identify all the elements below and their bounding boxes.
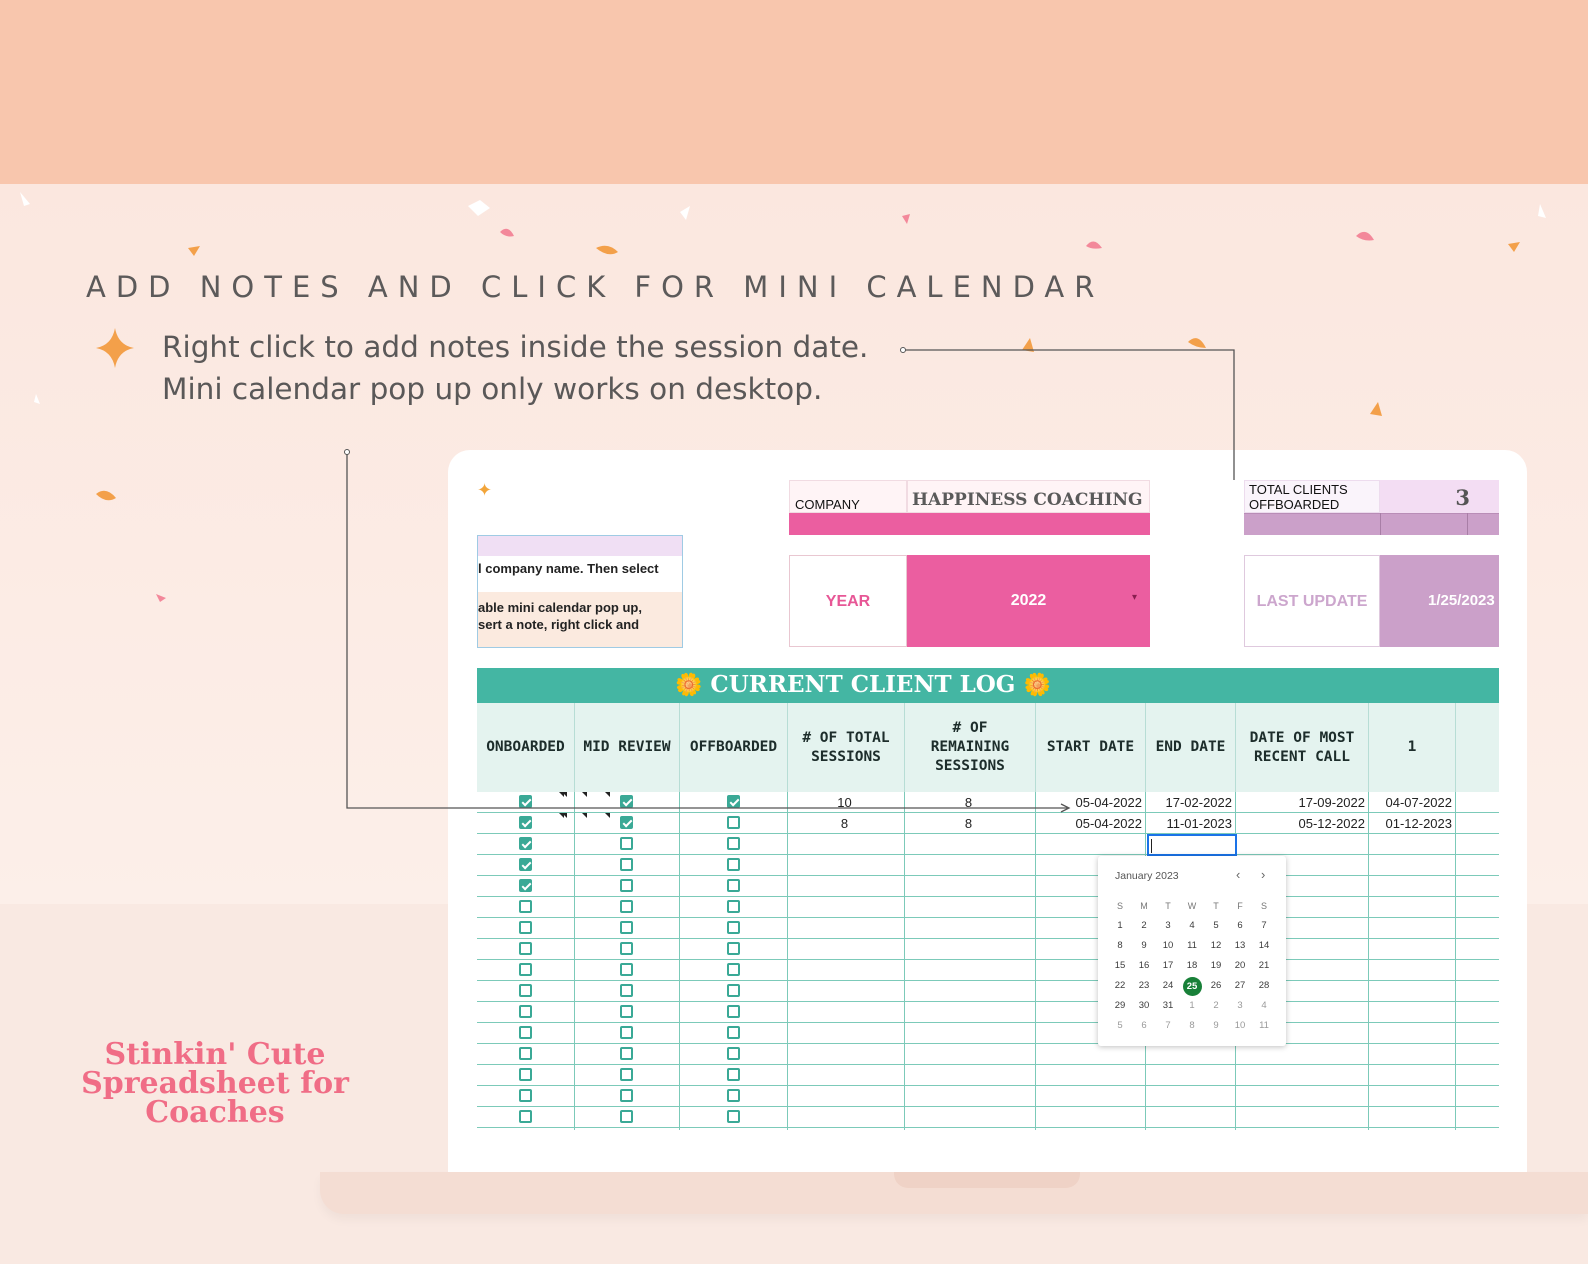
calendar-day-label: 10 — [1162, 940, 1174, 951]
calendar-day-label: 11 — [1187, 940, 1197, 951]
calendar-day-label: 23 — [1138, 980, 1150, 991]
calendar-day-label: 4 — [1261, 1000, 1267, 1011]
calendar-day-label: 11 — [1259, 1020, 1269, 1031]
flower-icon: 🌼 — [675, 672, 703, 698]
star-icon: ✦ — [477, 480, 493, 500]
calendar-day-label: 3 — [1237, 1000, 1243, 1011]
note-text-2-line: able mini calendar pop up, — [478, 600, 642, 615]
calendar-day-label: 28 — [1258, 980, 1270, 991]
calendar-day-label: 9 — [1141, 940, 1147, 951]
chevron-down-icon[interactable]: ▾ — [1132, 592, 1138, 603]
calendar-day-label: 7 — [1261, 920, 1267, 931]
calendar-day-label: 25 — [1183, 977, 1202, 996]
calendar-day-label: 10 — [1234, 1020, 1246, 1031]
calendar-day-label: 4 — [1189, 920, 1195, 931]
calendar-day-label: 6 — [1237, 920, 1243, 931]
brand-line-2: Spreadsheet for — [81, 1066, 349, 1101]
company-label: COMPANY — [789, 480, 907, 513]
flower-icon: 🌼 — [1023, 672, 1051, 698]
remaining-sessions-cell[interactable]: 8 — [964, 816, 973, 831]
calendar-day-label: 8 — [1189, 1020, 1195, 1031]
client-log-title-text: CURRENT CLIENT LOG — [710, 671, 1016, 698]
calendar-day-label: 29 — [1114, 1000, 1126, 1011]
header-mid-review: MID REVIEW — [575, 703, 680, 792]
chevron-left-icon[interactable]: ‹ — [1236, 867, 1241, 882]
note-text-1: l company name. Then select — [478, 561, 659, 576]
calendar-day-label: 26 — [1210, 980, 1222, 991]
header-session-1: 1 — [1369, 703, 1456, 792]
calendar-day-label: 2 — [1141, 920, 1147, 931]
total-clients-label-line-2: OFFBOARDED — [1249, 497, 1340, 512]
recent-call-cell[interactable]: 05-12-2022 — [1298, 816, 1365, 831]
calendar-day-label: 21 — [1258, 960, 1270, 971]
calendar-day-label: 15 — [1114, 960, 1126, 971]
session-1-cell[interactable]: 04-07-2022 — [1385, 795, 1452, 810]
calendar-weekday: T — [1165, 901, 1171, 911]
calendar-day-label: 14 — [1258, 940, 1270, 951]
last-update-value: 1/25/2023 — [1380, 555, 1499, 647]
end-date-cell[interactable]: 11-01-2023 — [1166, 816, 1232, 831]
calendar-day-label: 7 — [1165, 1020, 1171, 1031]
calendar-weekday: M — [1140, 901, 1148, 911]
calendar-day-label: 12 — [1210, 940, 1222, 951]
year-dropdown[interactable]: 2022 — [907, 555, 1150, 647]
calendar-day-label: 8 — [1117, 940, 1123, 951]
calendar-weekday: S — [1116, 901, 1123, 911]
total-clients-label-line-1: TOTAL CLIENTS — [1249, 482, 1348, 497]
header-total-sessions: # OF TOTAL SESSIONS — [788, 703, 905, 792]
brand-line-1: Stinkin' Cute — [104, 1037, 326, 1072]
year-label: YEAR — [789, 555, 907, 647]
calendar-day-label: 22 — [1114, 980, 1126, 991]
calendar-month-label: January 2023 — [1115, 870, 1179, 882]
calendar-day-label: 16 — [1138, 960, 1150, 971]
calendar-day-label: 5 — [1117, 1020, 1123, 1031]
remaining-sessions-cell[interactable]: 8 — [964, 795, 973, 810]
last-update-label: LAST UPDATE — [1244, 555, 1380, 647]
calendar-day-label: 1 — [1189, 1000, 1195, 1011]
total-sessions-cell[interactable]: 8 — [840, 816, 849, 831]
calendar-day-label: 19 — [1210, 960, 1222, 971]
recent-call-cell[interactable]: 17-09-2022 — [1298, 795, 1365, 810]
header-recent-call: DATE OF MOST RECENT CALL — [1236, 703, 1369, 792]
chevron-right-icon[interactable]: › — [1261, 867, 1266, 882]
start-date-cell[interactable]: 05-04-2022 — [1075, 816, 1142, 831]
end-date-cell[interactable]: 17-02-2022 — [1165, 795, 1232, 810]
total-clients-value: 3 — [1380, 480, 1499, 513]
calendar-day-label: 6 — [1141, 1020, 1147, 1031]
calendar-day-label: 17 — [1162, 960, 1174, 971]
instruction-line-2: Mini calendar pop up only works on desktop. — [162, 372, 823, 406]
calendar-day-label: 5 — [1213, 920, 1219, 931]
calendar-day-label: 31 — [1162, 1000, 1174, 1011]
start-date-cell[interactable]: 05-04-2022 — [1075, 795, 1142, 810]
total-sessions-cell[interactable]: 10 — [837, 795, 852, 810]
header-onboarded: ONBOARDED — [477, 703, 575, 792]
calendar-day-label: 2 — [1213, 1000, 1219, 1011]
calendar-day-label: 20 — [1234, 960, 1246, 971]
calendar-weekday: T — [1213, 901, 1219, 911]
calendar-day-label: 3 — [1165, 920, 1171, 931]
calendar-weekday: S — [1260, 901, 1267, 911]
note-text-3-line: sert a note, right click and — [478, 617, 640, 632]
instruction-line-1: Right click to add notes inside the session date. — [162, 330, 869, 364]
header-start-date: START DATE — [1036, 703, 1146, 792]
calendar-day-label: 13 — [1234, 940, 1246, 951]
page-heading: ADD NOTES AND CLICK FOR MINI CALENDAR — [86, 270, 1105, 304]
calendar-weekday: F — [1237, 901, 1243, 911]
header-end-date: END DATE — [1146, 703, 1236, 792]
header-remaining-sessions: # OF REMAINING SESSIONS — [905, 703, 1036, 792]
calendar-day-label: 9 — [1213, 1020, 1219, 1031]
calendar-day-label: 27 — [1234, 980, 1246, 991]
header-offboarded: OFFBOARDED — [680, 703, 788, 792]
calendar-day-label: 18 — [1186, 960, 1198, 971]
company-value[interactable]: HAPPINESS COACHING — [907, 480, 1150, 513]
calendar-day-label: 24 — [1162, 980, 1174, 991]
brand-line-3: Coaches — [145, 1095, 285, 1130]
calendar-day-label: 30 — [1138, 1000, 1150, 1011]
session-1-cell[interactable]: 01-12-2023 — [1385, 816, 1452, 831]
calendar-weekday: W — [1187, 901, 1197, 911]
calendar-day-label: 1 — [1117, 920, 1123, 931]
